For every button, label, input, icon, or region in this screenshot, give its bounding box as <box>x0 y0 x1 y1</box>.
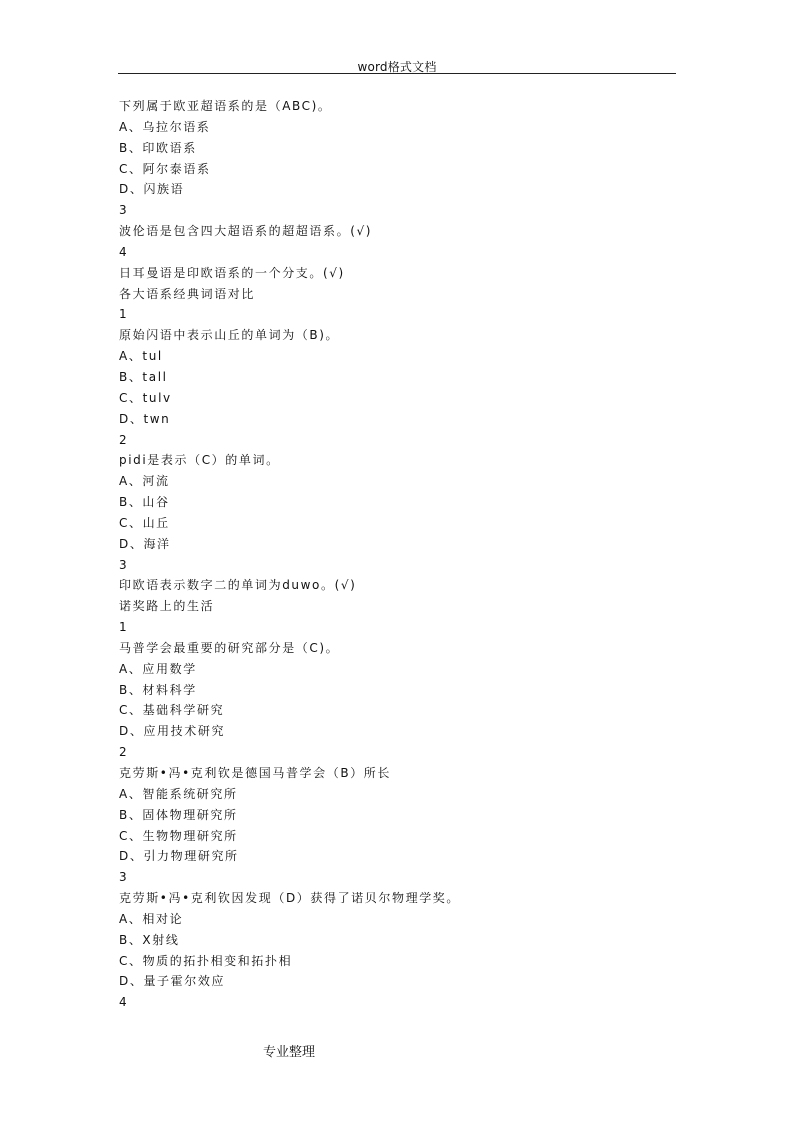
question-number: 2 <box>119 432 129 447</box>
option-line: B、印欧语系 <box>119 140 197 155</box>
question-number: 1 <box>119 307 129 322</box>
option-line: B、固体物理研究所 <box>119 807 238 822</box>
question-number: 3 <box>119 870 129 885</box>
option-line: D、闪族语 <box>119 182 185 197</box>
question-number: 3 <box>119 203 129 218</box>
question-number: 2 <box>119 745 129 760</box>
section-heading: 各大语系经典词语对比 <box>119 286 256 301</box>
option-line: B、tall <box>119 369 168 384</box>
option-line: C、生物物理研究所 <box>119 828 238 843</box>
option-line: B、山谷 <box>119 495 170 510</box>
option-line: D、应用技术研究 <box>119 724 226 739</box>
question-text: 印欧语表示数字二的单词为duwo。(√) <box>119 578 357 593</box>
document-body <box>119 96 679 1013</box>
option-line: A、应用数学 <box>119 661 197 676</box>
option-line: D、twn <box>119 411 171 426</box>
option-line: B、X射线 <box>119 932 180 947</box>
option-line: C、山丘 <box>119 515 170 530</box>
option-line: C、tulv <box>119 390 172 405</box>
question-text: pidi是表示（C）的单词。 <box>119 453 280 468</box>
header-title: word格式文档 <box>357 60 437 74</box>
question-text: 克劳斯•冯•克利钦是德国马普学会（B）所长 <box>119 766 391 780</box>
question-text: 马普学会最重要的研究部分是（C)。 <box>119 640 340 655</box>
section-heading: 诺奖路上的生活 <box>119 599 215 614</box>
option-line: D、引力物理研究所 <box>119 849 239 864</box>
option-line: C、基础科学研究 <box>119 703 225 718</box>
option-line: B、材料科学 <box>119 682 197 697</box>
question-text: 下列属于欧亚超语系的是（ABC)。 <box>119 99 332 113</box>
question-text: 克劳斯•冯•克利钦因发现（D）获得了诺贝尔物理学奖。 <box>119 891 460 906</box>
option-line: D、海洋 <box>119 536 171 551</box>
question-number: 3 <box>119 557 129 572</box>
option-line: C、阿尔泰语系 <box>119 161 211 176</box>
question-number: 4 <box>119 995 129 1010</box>
question-number: 1 <box>119 620 129 635</box>
question-number: 4 <box>119 244 129 259</box>
header-divider <box>118 73 676 74</box>
option-line: A、河流 <box>119 474 170 489</box>
question-text: 原始闪语中表示山丘的单词为（B)。 <box>119 328 340 343</box>
footer-text: 专业整理 <box>263 1045 316 1060</box>
question-text: 波伦语是包含四大超语系的超超语系。(√) <box>119 224 373 239</box>
question-text: 日耳曼语是印欧语系的一个分支。(√) <box>119 265 345 280</box>
option-line: A、乌拉尔语系 <box>119 119 211 134</box>
option-line: D、量子霍尔效应 <box>119 974 226 989</box>
option-line: C、物质的拓扑相变和拓扑相 <box>119 953 293 968</box>
option-line: A、相对论 <box>119 911 184 926</box>
option-line: A、智能系统研究所 <box>119 786 238 801</box>
option-line: A、tul <box>119 349 163 364</box>
